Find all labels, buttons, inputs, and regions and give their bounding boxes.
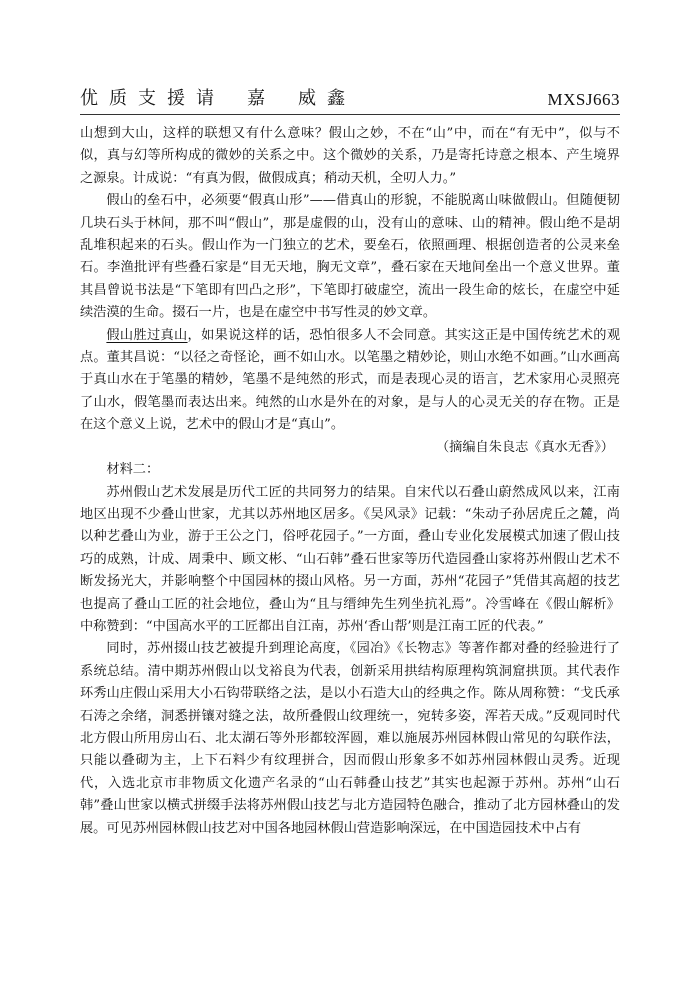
document-page bbox=[80, 78, 620, 840]
paragraph-1: 山想到大山，这样的联想又有什么意味？假山之妙，不在“山”中，而在“有无中”，似与不似，真与幻等所构成的微妙的关系之中。这个微妙的关系，乃是寄托诗意之根本、产生境界之源泉。计成说：“有真为假，做假成真；稍动天机，全叨人力。” bbox=[80, 126, 620, 186]
paragraph-3 bbox=[80, 325, 620, 437]
header-word-2: 嘉 bbox=[247, 88, 276, 109]
header-code: MXSJ663 bbox=[547, 90, 620, 109]
paragraph-5: 同时，苏州掇山技艺被提升到理论高度，《园冶》《长物志》等著作都对叠的经验进行了系统总结。清中期苏州假山以戈裕良为代表，创新采用拱结构原理构筑洞窟拱顶。其代表作环秀山庄假山采用大小石钩带联络之法，是以小石造大山的经典之作。陈从周称赞：“戈氏承石涛之余绪，洞悉拼镶对缝之法，故所叠假山纹理统一，宛转多姿，浑若天成。”反观同时代北方假山所用房山石、北太湖石等外形都较浑圆，难以施展苏州园林假山常见的勾联作法，只能以叠砌为主，上下石料少有纹理拼合，因而假山形象多不如苏州园林假山灵秀。近现代，入选北京市非物质文化遗产名录的“山石韩叠山技艺”其实也起源于苏州。苏州“山石韩”叠山世家以横式拼缀手法将苏州假山技艺与北方造园特色融合，推动了北方园林叠山的发展。可见苏州园林假山技艺对中国各地园林假山营造影响深远，在中国造园技术中占有 bbox=[80, 641, 620, 836]
section-heading: 材料二： bbox=[106, 462, 160, 478]
article-body bbox=[80, 123, 620, 840]
paragraph-3-text: ，如果说这样的话，恐怕很多人不会同意。其实这正是中国传统艺术的观点。董其昌说：“以径之奇怪论，画不如山水。以笔墨之精妙论，则山水绝不如画。”山水画高于真山水在于笔墨的精妙，笔墨不是纯然的形式，而是表现心灵的语言，艺术家用心灵照亮了山水，假笔墨而表达出来。纯然的山水是外在的对象，是与人的心灵无关的存在物。正是在这个意义上说，艺术中的假山才是“真山”。 bbox=[80, 327, 621, 433]
page-header bbox=[80, 78, 620, 115]
header-word-3: 威鑫 bbox=[298, 88, 356, 109]
paragraph-2: 假山的垒石中，必须要“假真山形”——借真山的形貌，不能脱离山味做假山。但随便韧几块石头于林间，那不叫“假山”，那是虚假的山，没有山的意味、山的精神。假山绝不是胡乱堆积起来的石头。假山作为一门独立的艺术，要垒石，依照画理、根据创造者的公灵来垒石。李渔批评有些叠石家是“目无天地，胸无文章”，叠石家在天地间垒出一个意义世界。董其昌曾说书法是“下笔即有凹凸之形”，下笔即打破虚空，流出一段生命的炫长，在虚空中延续浩漠的生命。掇石一片，也是在虚空中书写性灵的妙文章。 bbox=[80, 193, 620, 321]
header-text bbox=[80, 84, 356, 110]
header-word-1: 优质支援请 bbox=[80, 88, 225, 109]
paragraph-4: 苏州假山艺术发展是历代工匠的共同努力的结果。自宋代以石叠山蔚然成风以来，江南地区出现不少叠山世家，尤其以苏州地区居多。《吴风录》记载：“朱动子孙居虎丘之麓，尚以种艺叠山为业，游于王公之门，俗呼花园子。”一方面，叠山专业化发展模式加速了假山技巧的成熟，计成、周秉中、顾文彬、“山石韩”叠石世家等历代造园叠山家将苏州假山艺术不断发扬光大，并影响整个中国园林的掇山风格。另一方面，苏州“花园子”凭借其高超的技艺也提高了叠山工匠的社会地位，叠山为“且与缙绅先生列坐抗礼焉”。冷雪峰在《假山解析》中称赞到：“中国高水平的工匠都出自江南，苏州‘香山帮’则是江南工匠的代表。” bbox=[80, 484, 620, 634]
underlined-phrase: 假山胜过真山 bbox=[106, 327, 188, 343]
source-citation: （摘编自朱良志《真水无香》） bbox=[435, 439, 614, 455]
